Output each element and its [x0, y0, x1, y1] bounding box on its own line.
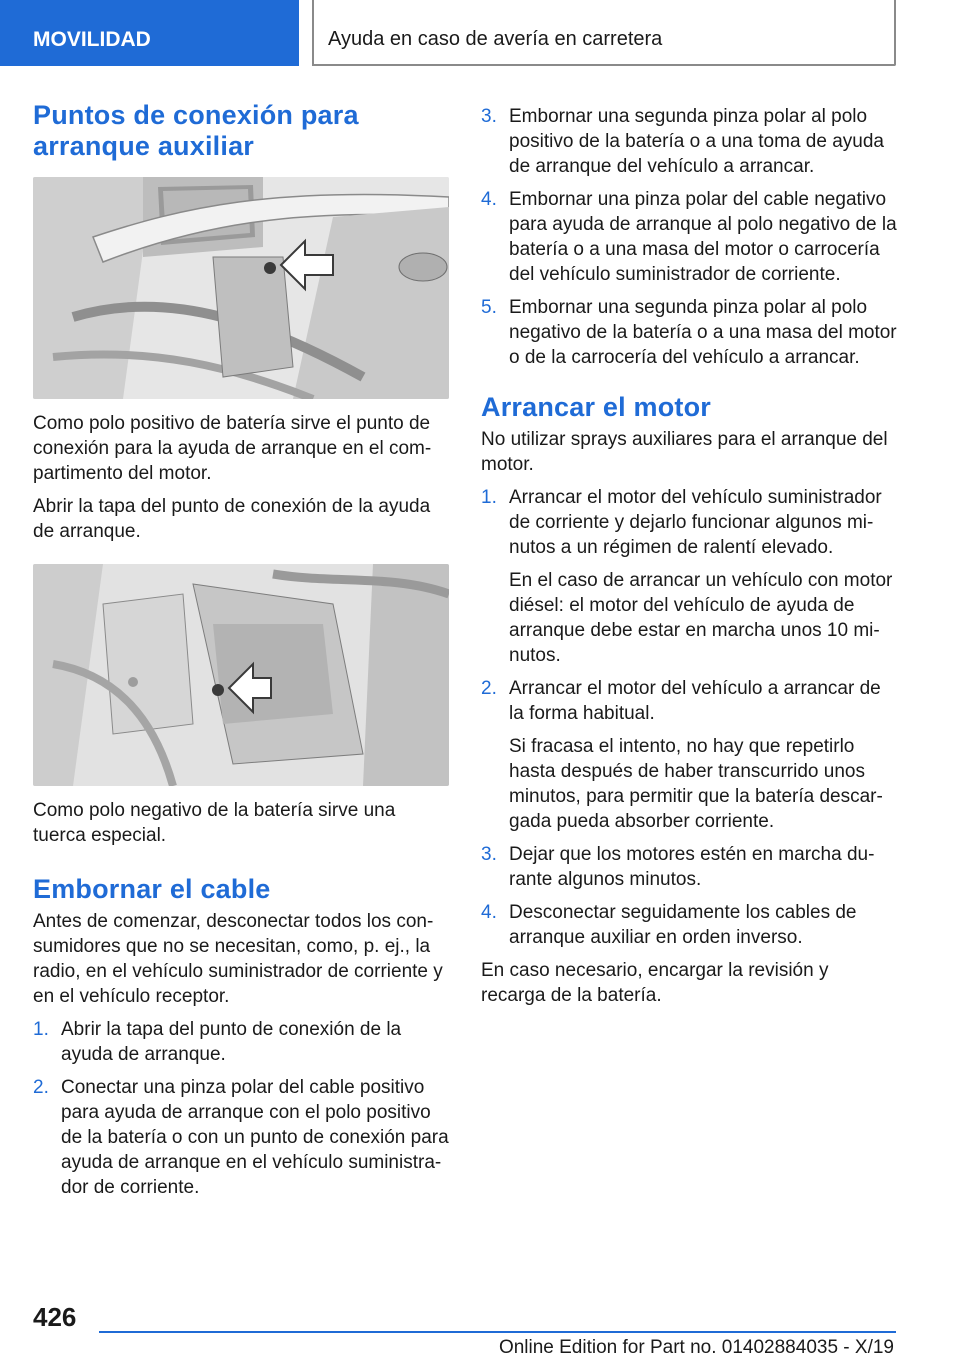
- page-number: 426: [33, 1302, 77, 1332]
- right-column: [481, 100, 897, 1008]
- list-item: 3. Dejar que los motores estén en marcha durante algunos minutos.: [481, 844, 875, 890]
- steps-connect-list: [33, 1017, 449, 1200]
- header-chapter-tab: [312, 0, 896, 66]
- steps-connect-list-continued: [481, 104, 897, 370]
- header-section-label: MOVILIDAD: [33, 28, 151, 51]
- paragraph-negative-pole: Como polo negativo de la batería sirve una tuerca especial.: [33, 800, 396, 846]
- list-item: 2. Conectar una pinza polar del cable positivo para ayuda de arranque con el polo positivo de la batería o con un punto de conexión para ayuda de arranque en el vehículo suministrador de corriente.: [33, 1077, 449, 1198]
- list-item: 1. Abrir la tapa del punto de conexión de la ayuda de arranque.: [33, 1019, 402, 1065]
- heading-connection-points: Puntos de conexión para arranque auxiliar: [33, 100, 359, 161]
- header-chapter-label: Ayuda en caso de avería en carretera: [328, 28, 663, 50]
- heading-connect-cable: Embornar el cable: [33, 874, 271, 904]
- list-item: 1. Arrancar el motor del vehículo suministrador de corriente y dejarlo funcionar algunos minutos a un régimen de ralentí elevado. En el caso de arrancar un vehículo con motor diésel: el motor del vehículo de ayuda de arranque debe estar en marcha unos 10 minutos.: [481, 487, 893, 666]
- heading-start-engine: Arrancar el motor: [481, 392, 711, 422]
- list-item: 3. Embornar una segunda pinza polar al polo positivo de la batería o a una toma de ayuda de arranque del vehículo a arrancar.: [481, 106, 884, 177]
- paragraph-battery-check: En caso necesario, encargar la revisión y recarga de la batería.: [481, 960, 829, 1006]
- figure-negative-terminal: [33, 564, 449, 786]
- paragraph-positive-pole: Como polo positivo de batería sirve el punto de conexión para la ayuda de arranque en el compartimento del motor.: [33, 413, 432, 484]
- footer-edition: Online Edition for Part no. 01402884035 - X/19: [498, 1337, 894, 1358]
- paragraph-open-cover: Abrir la tapa del punto de conexión de la ayuda de arranque.: [33, 496, 431, 542]
- footer-divider: [99, 1331, 896, 1333]
- list-item: 4. Embornar una pinza polar del cable negativo para ayuda de arranque al polo negativo de la batería o a una masa del motor o carrocería del vehículo suministrador de corriente.: [481, 189, 897, 285]
- list-item: 2. Arrancar el motor del vehículo a arrancar de la forma habitual. Si fracasa el intento, no hay que repetirlo hasta después de haber transcurrido unos minutos, para permitir que la batería descargada pueda absorber corriente.: [481, 678, 883, 832]
- list-item: 4. Desconectar seguidamente los cables de arranque auxiliar en orden inverso.: [481, 902, 857, 948]
- figure-positive-terminal: [33, 177, 449, 399]
- paragraph-disconnect-consumers: Antes de comenzar, desconectar todos los consumidores que no se necesitan, como, p. ej., la radio, en el vehículo suministrador de corriente y en el vehículo receptor.: [33, 911, 443, 1007]
- paragraph-no-sprays: No utilizar sprays auxiliares para el arranque del motor.: [481, 429, 888, 475]
- list-item: 5. Embornar una segunda pinza polar al polo negativo de la batería o a una masa del motor o de la carrocería del vehículo a arrancar.: [481, 297, 897, 368]
- steps-start-list: [481, 485, 897, 950]
- left-column: [33, 100, 449, 1200]
- header-section-tab: [0, 0, 299, 66]
